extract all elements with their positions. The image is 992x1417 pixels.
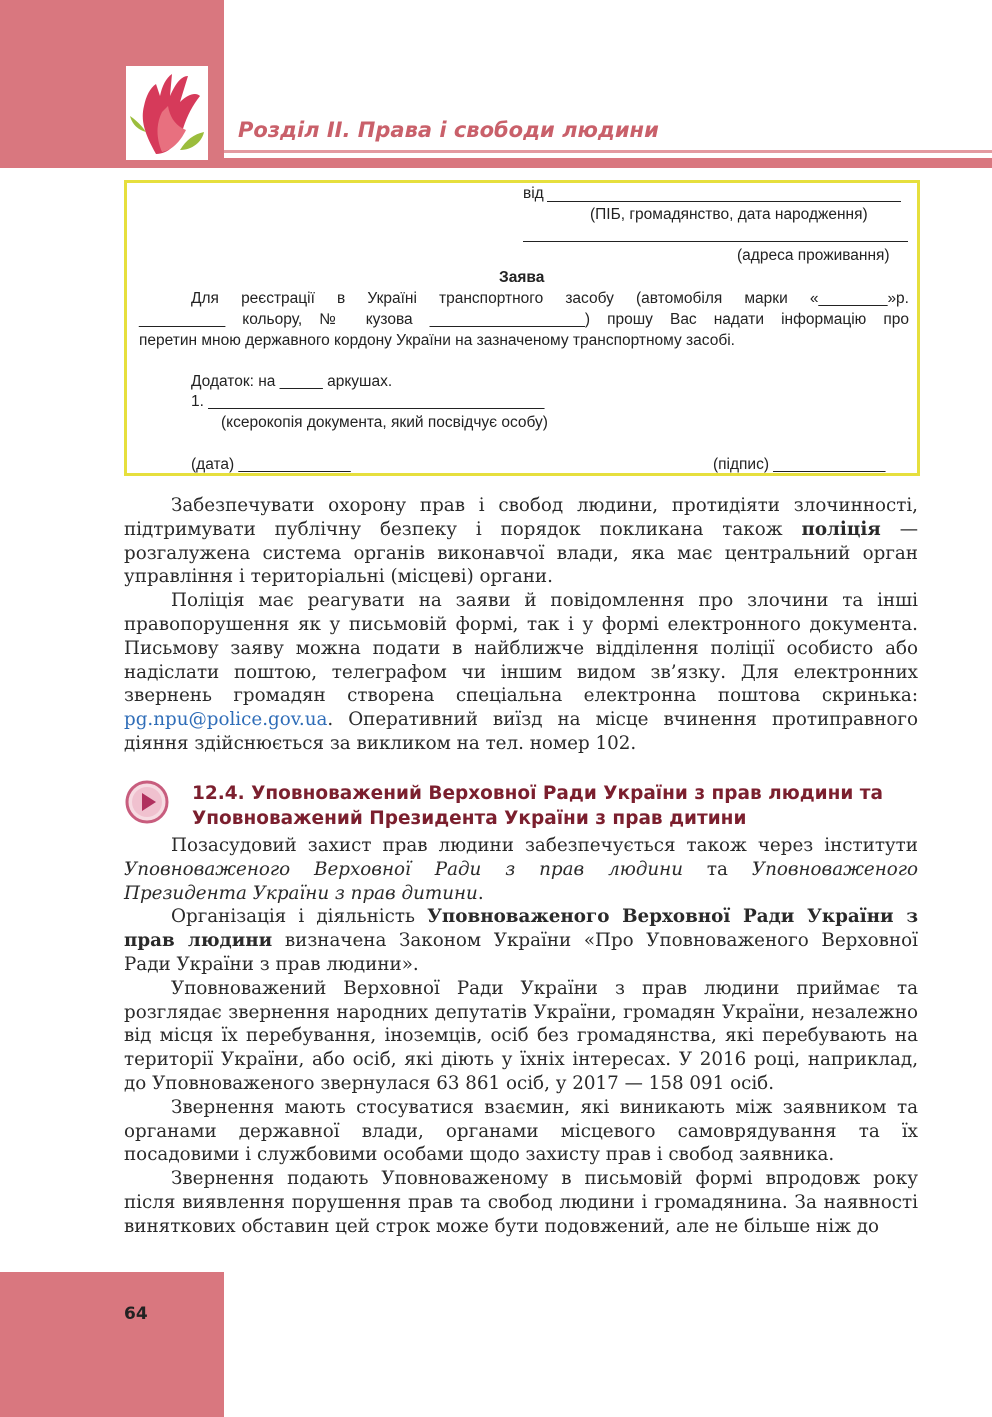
- text-run: Забезпечувати охорону прав і свобод людини, протидіяти злочинності, підтримувати публічну безпеку і порядок покликана також: [124, 495, 918, 540]
- paragraph: [124, 589, 918, 756]
- heading-line: Уповноважений Президента України з прав дитини: [192, 808, 747, 829]
- from-hint: (ПІБ, громадянство, дата народження): [590, 206, 868, 223]
- application-form: [124, 180, 920, 476]
- text-run: визначена Законом України «Про Уповноваженого Верховної Ради України з прав людини».: [124, 930, 918, 975]
- form-body-line: Для реєстрації в Україні транспортного засобу (автомобіля марки «________»р.: [191, 290, 909, 307]
- text-run: Поліція має реагувати на заяви й повідомлення про злочини та інші правопорушення як у письмовій формі, так і у формі електронного документа. Письмову заяву можна подати в найближче відділення поліції особисто або надіслати поштою, телеграфом чи іншим видом зв’язку. Для електронних звернень громадян створена спеціальна електронна поштова скринька:: [124, 590, 918, 707]
- from-label: від: [523, 185, 544, 202]
- form-body-line: __________ кольору, № кузова __________________) прошу Вас надати інформацію про: [139, 311, 909, 328]
- date-field: (дата) _____________: [191, 456, 351, 473]
- footer-band: [0, 1272, 224, 1417]
- signature-field: (підпис) _____________: [713, 456, 886, 473]
- subsection-heading: [192, 781, 912, 831]
- italic-term: Уповноваженого Президента України з прав дитини: [124, 858, 918, 904]
- address-line: [523, 241, 908, 242]
- attachment-item: 1. _______________________________________: [191, 393, 545, 410]
- heading-line: 12.4. Уповноважений Верховної Ради України з прав людини та: [192, 783, 884, 804]
- text-run: . Оперативний виїзд на місце вчинення протиправного діяння здійснюється за викликом на тел. номер 102.: [124, 709, 918, 754]
- attachment-label: Додаток: на _____ аркушах.: [191, 373, 393, 390]
- body-text-top: [124, 494, 918, 756]
- play-circle-icon: [124, 779, 170, 825]
- italic-term: Уповноваженого Верховної Ради з прав людини: [124, 858, 683, 880]
- body-text-bottom: [124, 834, 918, 1239]
- paragraph: Звернення мають стосуватися взаємин, які виникають між заявником та органами державної влади, органами місцевого самоврядування та їх посадовими і службовими особами щодо захисту прав і свобод заявника.: [124, 1096, 918, 1166]
- text-run: — розгалужена система органів виконавчої влади, яка має центральний орган управління і територіальні (місцеві) органи.: [124, 518, 918, 588]
- text-run: та: [683, 858, 752, 880]
- paragraph: [124, 834, 918, 905]
- term-police: поліція: [801, 518, 881, 540]
- form-body-line: перетин мною державного кордону України на зазначеному транспортному засобі.: [139, 332, 735, 349]
- paragraph: Уповноважений Верховної Ради України з прав людини приймає та розглядає звернення народних депутатів України, громадян України, незалежно від місця їх перебування, іноземців, осіб без громадянства, які перебувають на території України, або осіб, які діють у їхніх інтересах. У 2016 році, наприклад, до Уповноваженого звернулася 63 861 осіб, у 2017 — 158 091 осіб.: [124, 977, 918, 1094]
- text-run: .: [477, 882, 484, 904]
- from-line: [547, 201, 901, 202]
- header-band-right: [224, 158, 992, 168]
- section-title: Розділ II. Права і свободи людини: [238, 118, 659, 142]
- bold-term: Уповноваженого Верховної Ради України з прав людини: [124, 906, 918, 952]
- address-hint: (адреса проживання): [737, 247, 890, 264]
- header-rule: [224, 150, 992, 153]
- hands-icon: [126, 66, 208, 160]
- attachment-hint: (ксерокопія документа, який посвідчує особу): [221, 414, 548, 431]
- paragraph: Звернення подають Уповноваженому в письмовій формі впродовж року після виявлення порушення прав та свобод людини і громадянина. За наявності виняткових обставин цей строк може бути подовжений, але не більше ніж до: [124, 1168, 918, 1237]
- form-title: Заява: [499, 269, 545, 286]
- paragraph: [124, 905, 918, 976]
- text-run: Організація і діяльність: [171, 906, 428, 928]
- text-run: Позасудовий захист прав людини забезпечується також через інститути: [171, 835, 918, 856]
- email-link[interactable]: pg.npu@police.gov.ua: [124, 709, 328, 731]
- paragraph: [124, 494, 918, 589]
- page-number: 64: [124, 1304, 148, 1324]
